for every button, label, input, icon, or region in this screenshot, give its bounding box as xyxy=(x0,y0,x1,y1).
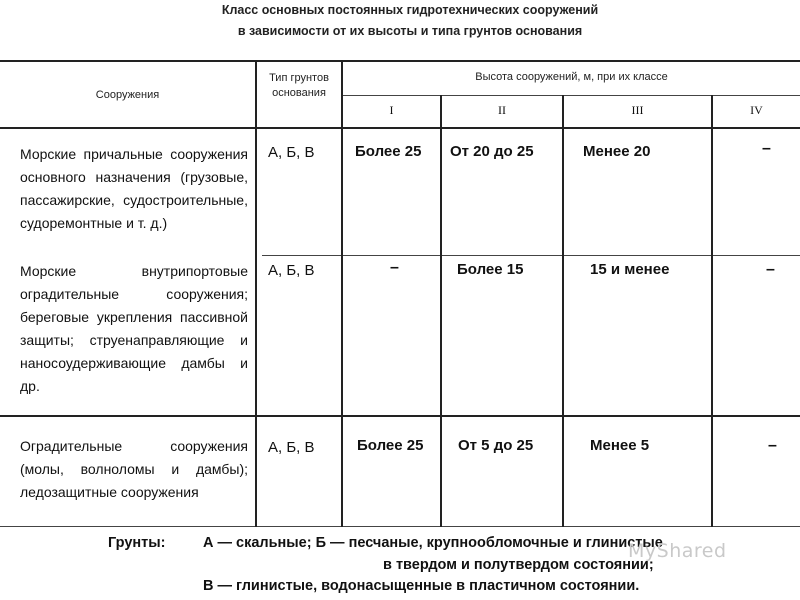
row-1-class-4: – xyxy=(762,140,771,157)
title-line-1: Класс основных постоянных гидротехнических сооружений xyxy=(221,3,599,17)
row-3-class-4: – xyxy=(768,437,777,454)
row-1-class-3: Менее 20 xyxy=(583,143,651,160)
row-3-soil: А, Б, В xyxy=(268,439,315,456)
header-class-1: I xyxy=(389,103,394,117)
footnote-line-2: в твердом и полутвердом состоянии; xyxy=(383,557,654,573)
watermark-logo: MyShared xyxy=(628,540,727,562)
row-2-class-2: Более 15 xyxy=(457,261,524,278)
header-class-2: II xyxy=(498,103,506,117)
header-class-3: III xyxy=(631,103,644,117)
row-1-class-2: От 20 до 25 xyxy=(450,143,534,160)
row-divider-2 xyxy=(0,415,800,417)
row-1-soil: А, Б, В xyxy=(268,144,315,161)
row-3-structure: Оградительные сооружения (молы, волноломы и дамбы); ледозащитные сооружения xyxy=(20,438,248,500)
document-title xyxy=(150,0,670,42)
row-3-class-1: Более 25 xyxy=(357,437,424,454)
header-bottom-border xyxy=(0,127,800,129)
footnote-line-3: В — глинистые, водонасыщенные в пластичном состоянии. xyxy=(203,578,640,594)
col-divider-soil xyxy=(341,60,343,527)
col-divider-class-1 xyxy=(440,95,442,527)
row-2-soil: А, Б, В xyxy=(268,262,315,279)
header-subdivider xyxy=(343,95,800,96)
table-top-border xyxy=(0,60,800,62)
header-height-group: Высота сооружений, м, при их классе xyxy=(475,71,668,83)
header-class-4: IV xyxy=(750,103,763,117)
col-divider-structures xyxy=(255,60,257,527)
header-structures: Сооружения xyxy=(95,89,160,101)
row-1-structure: Морские причальные сооружения основного назначения (грузовые, пассажирские, судостроительные, судоремонтные и т. д.) xyxy=(20,146,248,231)
row-2-structure: Морские внутрипортовые оградительные сооружения; береговые укрепления пассивной защиты; струенаправляющие и наносоудерживающие дамбы и др. xyxy=(20,263,248,394)
table-bottom-border xyxy=(0,526,800,527)
row-1-class-1: Более 25 xyxy=(355,143,422,160)
header-soil-type: Тип грунтов основания xyxy=(269,72,329,99)
title-line-2: в зависимости от их высоты и типа грунтов основания xyxy=(237,24,583,38)
row-2-class-4: – xyxy=(766,261,775,278)
col-divider-class-2 xyxy=(562,95,564,527)
row-3-class-2: От 5 до 25 xyxy=(458,437,534,454)
row-3-class-3: Менее 5 xyxy=(590,437,650,454)
footnote-line-1: А — скальные; Б — песчаные, крупнообломочные и глинистые xyxy=(203,535,663,551)
footnote-label: Грунты: xyxy=(108,535,166,551)
col-divider-class-3 xyxy=(711,95,713,527)
row-2-class-1: – xyxy=(390,259,399,276)
row-2-class-3: 15 и менее xyxy=(590,261,670,278)
